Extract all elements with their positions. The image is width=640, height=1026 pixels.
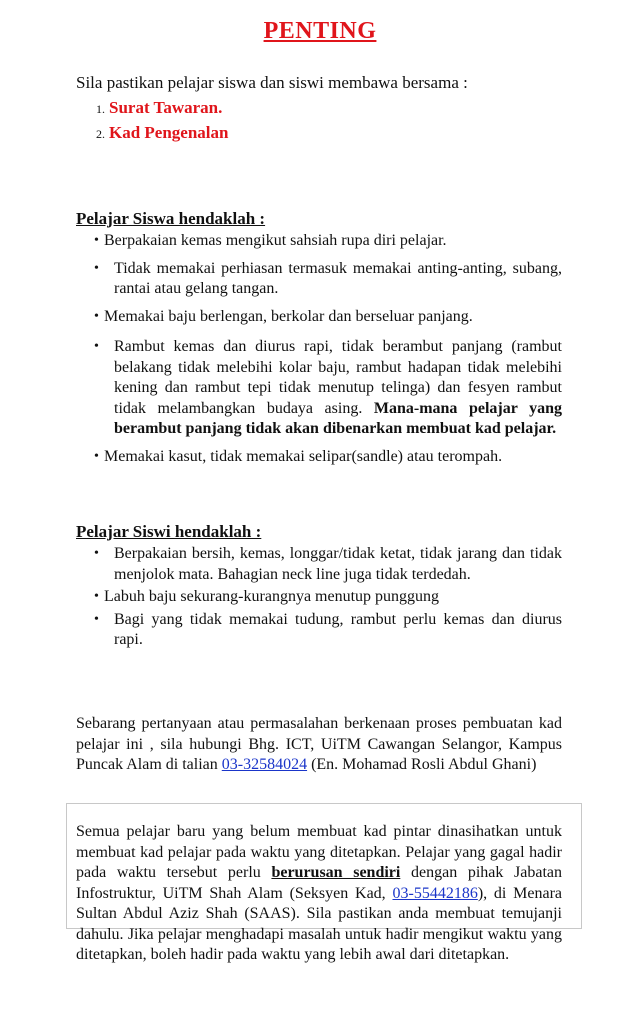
list-item: • Rambut kemas dan diurus rapi, tidak berambut panjang (rambut belakang tidak melebihi kolar baju, rambut hadapan tidak melebihi kening dan rambut tepi tidak menutup telinga) dan fesyen rambut tidak melambangkan budaya asing. Mana-mana pelajar yang berambut panjang tidak akan dibenarkan membuat kad pelajar. — [94, 338, 562, 437]
bullet-icon: • — [94, 308, 99, 324]
siswa-rules-list — [90, 231, 562, 474]
emphasis-text: berurusan sendiri — [271, 864, 401, 881]
bullet-icon: • — [94, 233, 99, 248]
phone-link[interactable]: 03-55442186 — [392, 884, 478, 902]
list-item: 1. Surat Tawaran. — [96, 98, 223, 117]
requirement-label: Kad Pengenalan — [109, 123, 229, 142]
notice-paragraph: Semua pelajar baru yang belum membuat kad pintar dinasihatkan untuk membuat kad pelajar pada waktu yang ditetapkan. Pelajar yang gagal hadir pada waktu tersebut perlu berurusan sendiri dengan pihak Jabatan Infostruktur, UiTM Shah Alam (Seksyen Kad, 03-55442186), di Menara Sultan Abdul Aziz Shah (SAAS). Sila pastikan anda membuat temujanji dahulu. Jika pelajar menghadapi masalah untuk hadir mengikut waktu yang ditetapkan, boleh hadir pada waktu yang lebih awal dari ditetapkan. — [76, 823, 563, 963]
requirements-list — [96, 96, 229, 146]
bullet-icon: • — [94, 546, 99, 561]
list-item: • Memakai baju berlengan, berkolar dan berseluar panjang. — [90, 307, 562, 328]
bullet-icon: • — [94, 611, 99, 627]
bullet-icon: • — [94, 589, 99, 604]
list-item: • Memakai kasut, tidak memakai selipar(sandle) atau terompah. — [90, 447, 562, 468]
contact-person: (En. Mohamad Rosli Abdul Ghani) — [311, 756, 537, 773]
contact-paragraph: Sebarang pertanyaan atau permasalahan berkenaan proses pembuatan kad pelajar ini , sila hubungi Bhg. ICT, UiTM Cawangan Selangor, Kampus Puncak Alam di talian 03-32584024 (En. Mohamad Rosli Abdul Ghani) — [76, 715, 562, 773]
list-item: • Berpakaian bersih, kemas, longgar/tidak ketat, tidak jarang dan tidak menjolok mata. Bahagian neck line juga tidak terdedah. — [94, 545, 562, 583]
page-title: PENTING — [263, 18, 377, 44]
list-item: • Labuh baju sekurang-kurangnya menutup punggung — [90, 587, 562, 608]
siswi-heading: Pelajar Siswi hendaklah : — [76, 522, 262, 541]
list-item: • Berpakaian kemas mengikut sahsiah rupa diri pelajar. — [90, 231, 562, 252]
list-item: • Tidak memakai perhiasan termasuk memakai anting-anting, subang, rantai atau gelang tangan. — [94, 259, 562, 297]
bullet-icon: • — [94, 448, 99, 464]
requirement-label: Surat Tawaran. — [109, 98, 223, 117]
warning-text: Mana-mana pelajar yang berambut panjang tidak akan dibenarkan membuat kad pelajar. — [114, 399, 562, 437]
siswi-rules-list — [90, 544, 562, 658]
bullet-icon: • — [94, 339, 99, 354]
siswa-heading: Pelajar Siswa hendaklah : — [76, 209, 266, 228]
intro-text: Sila pastikan pelajar siswa dan siswi membawa bersama : — [76, 73, 468, 92]
list-item: 2. Kad Pengenalan — [96, 123, 229, 142]
bullet-icon: • — [94, 260, 99, 276]
list-item: • Bagi yang tidak memakai tudung, rambut perlu kemas dan diurus rapi. — [94, 610, 562, 648]
phone-link[interactable]: 03-32584024 — [221, 756, 308, 773]
